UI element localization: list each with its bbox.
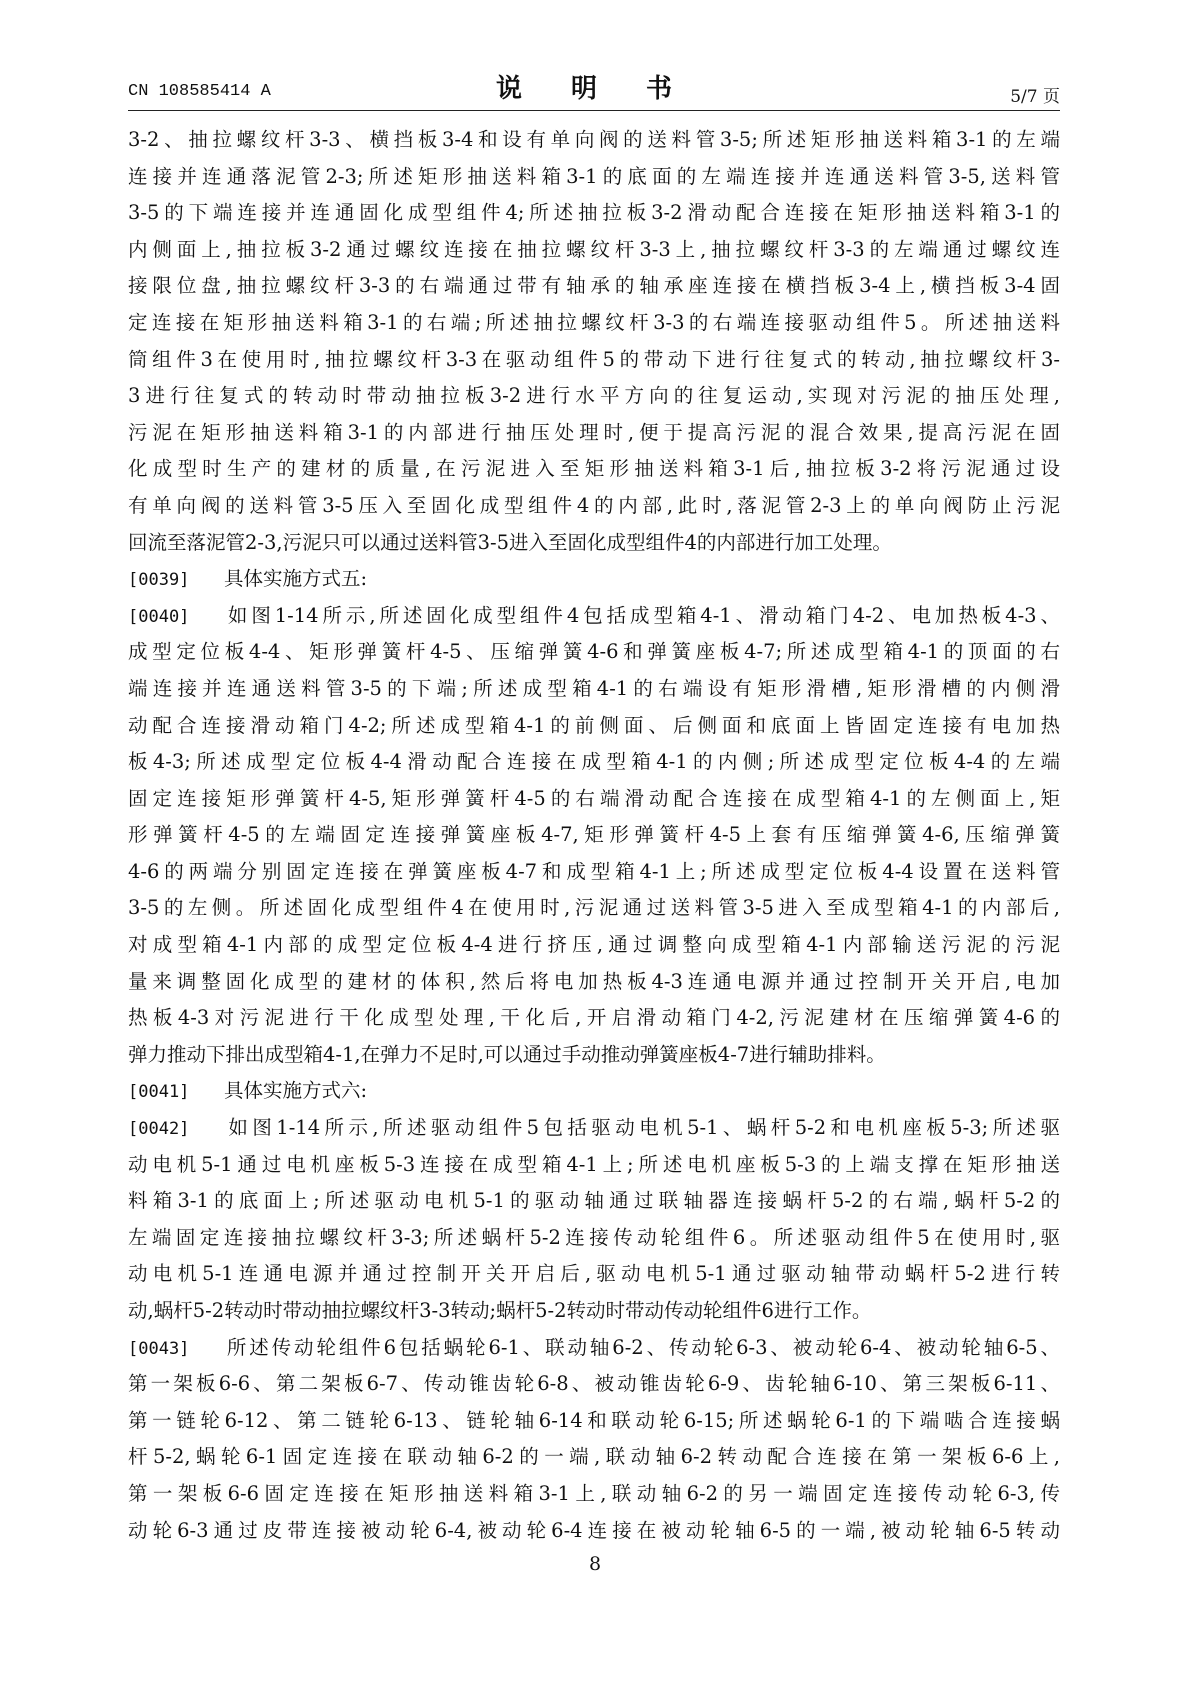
line-text: 污泥在矩形抽送料箱3-1的内部进行抽压处理时,便于提高污泥的混合效果,提高污泥在固 [128,420,1060,444]
line-text: 杆5-2,蜗轮6-1固定连接在联动轴6-2的一端,联动轴6-2转动配合连接在第一架板6-6上, [128,1445,1060,1469]
line-text: 弹力推动下排出成型箱4-1,在弹力不足时,可以通过手动推动弹簧座板4-7进行辅助排料。 [128,1042,886,1066]
text-line [128,744,1060,781]
text-line [128,232,1060,269]
line-text: 化成型时生产的建材的质量,在污泥进入至矩形抽送料箱3-1后,抽拉板3-2将污泥通过设 [128,457,1060,481]
text-line [128,451,1060,488]
line-text: 具体实施方式五: [224,567,368,591]
text-line [128,927,1060,964]
text-line [128,122,1060,159]
paragraph-first-line [128,1073,1060,1110]
line-text: 动电机5-1连通电源并通过控制开关开启后,驱动电机5-1通过驱动轴带动蜗杆5-2进行转 [128,1262,1060,1286]
text-line [128,1513,1060,1550]
line-text: 固定连接矩形弹簧杆4-5,矩形弹簧杆4-5的右端滑动配合连接在成型箱4-1的左侧面上,矩 [128,786,1060,810]
paragraph-number: [0042] [128,1119,190,1140]
text-line [128,1220,1060,1257]
text-line [128,781,1060,818]
text-line [128,1000,1060,1037]
text-line [128,964,1060,1001]
paragraph-first-line [128,1110,1060,1147]
line-text: 量来调整固化成型的建材的体积,然后将电加热板4-3连通电源并通过控制开关开启,电加 [128,969,1060,993]
line-text: 动轮6-3通过皮带连接被动轮6-4,被动轮6-4连接在被动轮轴6-5的一端,被动轮轴6-5转动 [128,1518,1060,1542]
line-text: 动电机5-1通过电机座板5-3连接在成型箱4-1上;所述电机座板5-3的上端支撑在矩形抽送 [128,1152,1060,1176]
document-title: 说 明 书 [495,74,693,104]
text-line [128,817,1060,854]
line-text: 3进行往复式的转动时带动抽拉板3-2进行水平方向的往复运动,实现对污泥的抽压处理, [128,384,1060,408]
line-text: 如图1-14所示,所述驱动组件5包括驱动电机5-1、蜗杆5-2和电机座板5-3;所述驱 [224,1116,1060,1140]
text-line [128,1147,1060,1184]
line-text: 第一架板6-6固定连接在矩形抽送料箱3-1上,联动轴6-2的另一端固定连接传动轮6-3,传 [128,1481,1060,1505]
text-line [128,305,1060,342]
line-text: 第一链轮6-12、第二链轮6-13、链轮轴6-14和联动轮6-15;所述蜗轮6-1的下端啮合连接蜗 [128,1408,1060,1432]
line-text: 料箱3-1的底面上;所述驱动电机5-1的驱动轴通过联轴器连接蜗杆5-2的右端,蜗杆5-2的 [128,1189,1060,1213]
paragraph-first-line [128,598,1060,635]
line-text: 回流至落泥管2-3,污泥只可以通过送料管3-5进入至固化成型组件4的内部进行加工处理。 [128,530,892,554]
line-text: 端连接并连通送料管3-5的下端;所述成型箱4-1的右端设有矩形滑槽,矩形滑槽的内侧滑 [128,676,1060,700]
page-header [128,68,1060,108]
paragraph-number: [0040] [128,606,190,627]
line-text: 如图1-14所示,所述固化成型组件4包括成型箱4-1、滑动箱门4-2、电加热板4-3、 [224,603,1060,627]
text-line [128,1293,1060,1330]
paragraph-number: [0041] [128,1082,190,1103]
document-id: CN 108585414 A [128,82,271,101]
text-line [128,1403,1060,1440]
body-text [128,122,1060,1549]
line-text: 热板4-3对污泥进行干化成型处理,干化后,开启滑动箱门4-2,污泥建材在压缩弹簧4-6的 [128,1006,1060,1030]
line-text: 筒组件3在使用时,抽拉螺纹杆3-3在驱动组件5的带动下进行往复式的转动,抽拉螺纹杆3- [128,347,1060,371]
line-text: 所述传动轮组件6包括蜗轮6-1、联动轴6-2、传动轮6-3、被动轮6-4、被动轮轴6-5、 [224,1335,1060,1359]
page-number: 8 [588,1553,602,1575]
text-line [128,378,1060,415]
text-line [128,488,1060,525]
text-line [128,890,1060,927]
text-line [128,671,1060,708]
line-text: 对成型箱4-1内部的成型定位板4-4进行挤压,通过调整向成型箱4-1内部输送污泥的污泥 [128,933,1060,957]
line-text: 形弹簧杆4-5的左端固定连接弹簧座板4-7,矩形弹簧杆4-5上套有压缩弹簧4-6,压缩弹簧 [128,823,1060,847]
line-text: 左端固定连接抽拉螺纹杆3-3;所述蜗杆5-2连接传动轮组件6。所述驱动组件5在使用时,驱 [128,1225,1060,1249]
paragraph-number: [0039] [128,570,190,591]
line-text: 动,蜗杆5-2转动时带动抽拉螺纹杆3-3转动;蜗杆5-2转动时带动传动轮组件6进行工作。 [128,1299,872,1322]
text-line [128,1476,1060,1513]
text-line [128,634,1060,671]
text-line [128,159,1060,196]
line-text: 3-2、抽拉螺纹杆3-3、横挡板3-4和设有单向阀的送料管3-5;所述矩形抽送料箱3-1的左端 [128,128,1060,151]
line-text: 有单向阀的送料管3-5压入至固化成型组件4的内部,此时,落泥管2-3上的单向阀防止污泥 [128,493,1060,517]
line-text: 连接并连通落泥管2-3;所述矩形抽送料箱3-1的底面的左端连接并连通送料管3-5,送料管 [128,164,1060,188]
line-text: 第一架板6-6、第二架板6-7、传动锥齿轮6-8、被动锥齿轮6-9、齿轮轴6-10、第三架板6-11、 [128,1372,1060,1396]
line-text: 具体实施方式六: [224,1079,368,1103]
line-text: 板4-3;所述成型定位板4-4滑动配合连接在成型箱4-1的内侧;所述成型定位板4-4的左端 [128,750,1060,774]
header-rule [128,110,1060,111]
paragraph-first-line [128,1330,1060,1367]
paragraph-number: [0043] [128,1338,190,1359]
text-line [128,1439,1060,1476]
text-line [128,195,1060,232]
paragraph-first-line [128,561,1060,598]
text-line [128,1366,1060,1403]
text-line [128,854,1060,891]
text-line [128,1256,1060,1293]
text-line [128,342,1060,379]
line-text: 接限位盘,抽拉螺纹杆3-3的右端通过带有轴承的轴承座连接在横挡板3-4上,横挡板3-4固 [128,274,1060,298]
page-reference: 5/7 页 [1010,87,1060,107]
line-text: 成型定位板4-4、矩形弹簧杆4-5、压缩弹簧4-6和弹簧座板4-7;所述成型箱4-1的顶面的右 [128,640,1060,664]
line-text: 动配合连接滑动箱门4-2;所述成型箱4-1的前侧面、后侧面和底面上皆固定连接有电加热 [128,713,1060,737]
line-text: 3-5的左侧。所述固化成型组件4在使用时,污泥通过送料管3-5进入至成型箱4-1的内部后, [128,896,1060,920]
text-line [128,708,1060,745]
text-line [128,1183,1060,1220]
text-line [128,525,1060,562]
line-text: 内侧面上,抽拉板3-2通过螺纹连接在抽拉螺纹杆3-3上,抽拉螺纹杆3-3的左端通过螺纹连 [128,237,1060,261]
text-line [128,1037,1060,1074]
line-text: 4-6的两端分别固定连接在弹簧座板4-7和成型箱4-1上;所述成型定位板4-4设置在送料管 [128,859,1060,883]
line-text: 3-5的下端连接并连通固化成型组件4;所述抽拉板3-2滑动配合连接在矩形抽送料箱3-1的 [128,201,1060,225]
line-text: 定连接在矩形抽送料箱3-1的右端;所述抽拉螺纹杆3-3的右端连接驱动组件5。所述抽送料 [128,310,1060,334]
text-line [128,268,1060,305]
text-line [128,415,1060,452]
